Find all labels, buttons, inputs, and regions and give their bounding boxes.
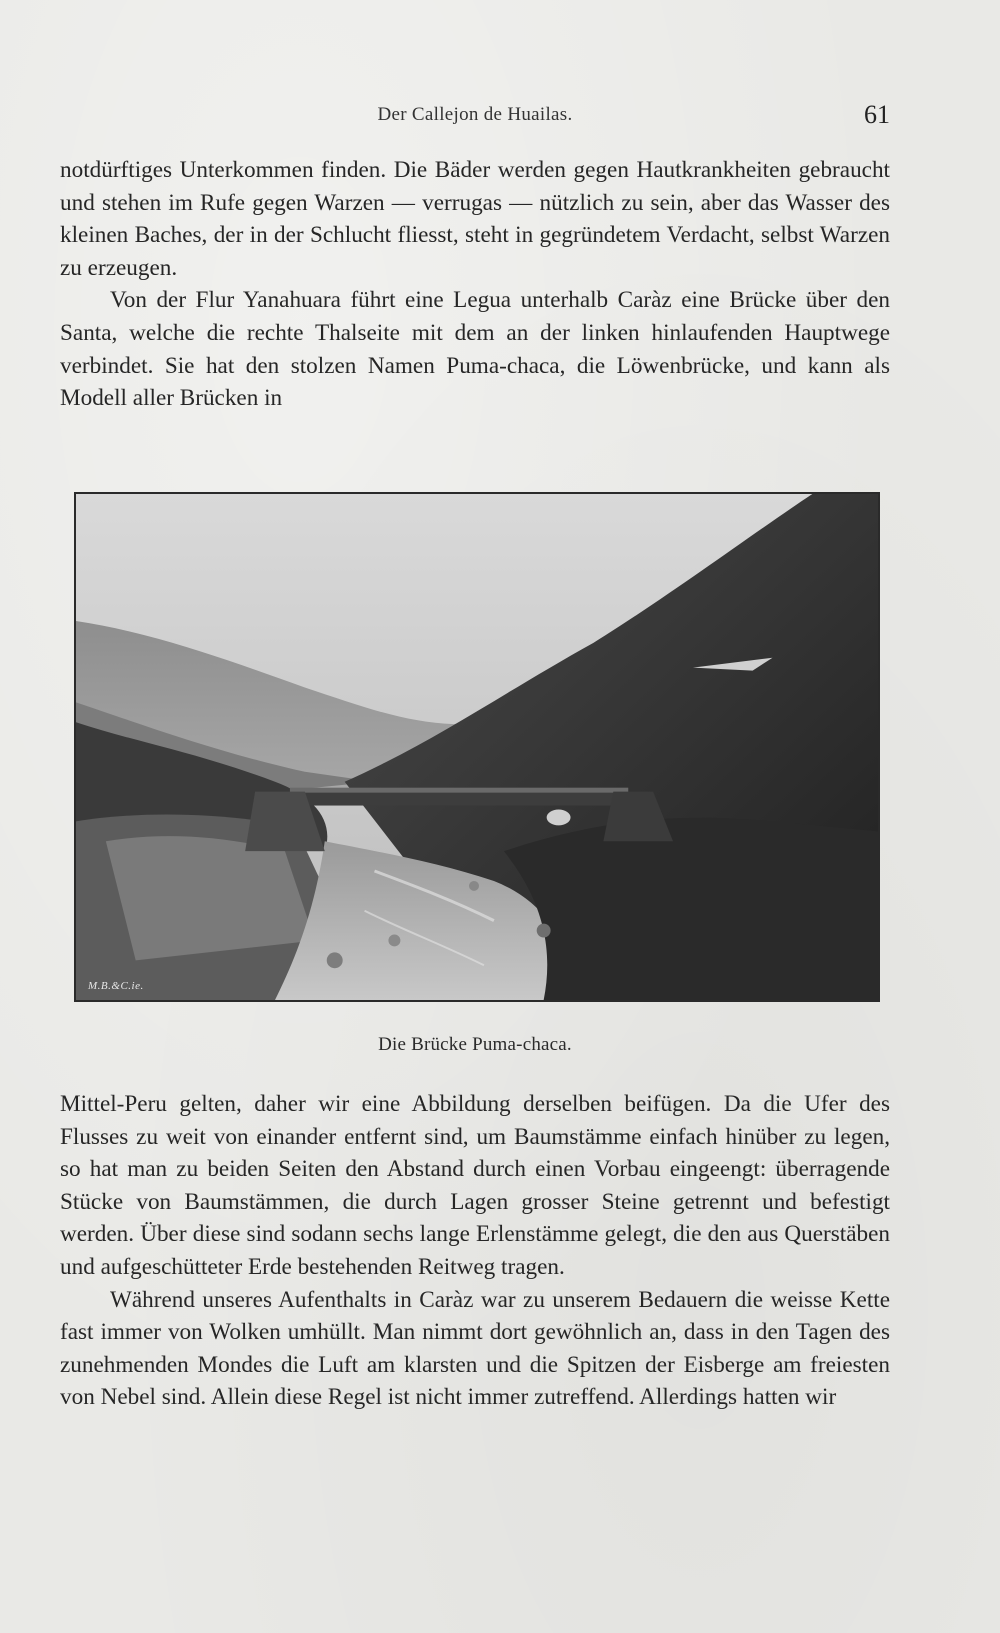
text-block-top [60, 154, 890, 415]
page-number: 61 [864, 100, 890, 129]
paragraph-continued: notdürftiges Unterkommen finden. Die Bäder werden gegen Hautkrankheiten gebraucht und stehen im Rufe gegen Warzen — verrugas — nützlich zu sein, aber das Wasser des kleinen Baches, der in der Schlucht fliesst, steht in gegründetem Verdacht, selbst Warzen zu erzeugen. [60, 157, 890, 281]
paragraph-bridge-construction: Mittel-Peru gelten, daher wir eine Abbildung derselben beifügen. Da die Ufer des Flusses zu weit von einander entfernt sind, um Baumstämme einfach hinüber zu legen, so hat man zu beiden Seiten den Abstand durch einen Vorbau eingeengt: überragende Stücke von Baumstämmen, die durch Lagen grosser Steine getrennt und befestigt werden. Über diese sind sodann sechs lange Erlenstämme gelegt, die den aus Querstäben und aufgeschütteter Erde bestehenden Reitweg tragen. [60, 1091, 890, 1280]
text-block-bottom [60, 1088, 890, 1414]
bridge-landscape-illustration [76, 494, 878, 1000]
running-title: Der Callejon de Huailas. [377, 104, 573, 125]
figure-caption: Die Brücke Puma-chaca. [378, 1034, 572, 1055]
bridge-photograph [74, 492, 880, 1002]
engraver-mark: M.B.&C.ie. [88, 980, 144, 992]
running-head [60, 100, 890, 134]
paragraph-bridge-intro: Von der Flur Yanahuara führt eine Legua unterhalb Caràz eine Brücke über den Santa, welche die rechte Thalseite mit dem an der linken hinlaufenden Hauptwege verbindet. Sie hat den stolzen Namen Puma-chaca, die Löwenbrücke, und kann als Modell aller Brücken in [60, 287, 890, 412]
paragraph-weather: Während unseres Aufenthalts in Caràz war zu unserem Bedauern die weisse Kette fast immer von Wolken umhüllt. Man nimmt dort gewöhnlich an, dass in den Tagen des zunehmenden Mondes die Luft am klarsten und die Spitzen der Eisberge am freiesten von Nebel sind. Allein diese Regel ist nicht immer zutreffend. Allerdings hatten wir [60, 1286, 890, 1411]
